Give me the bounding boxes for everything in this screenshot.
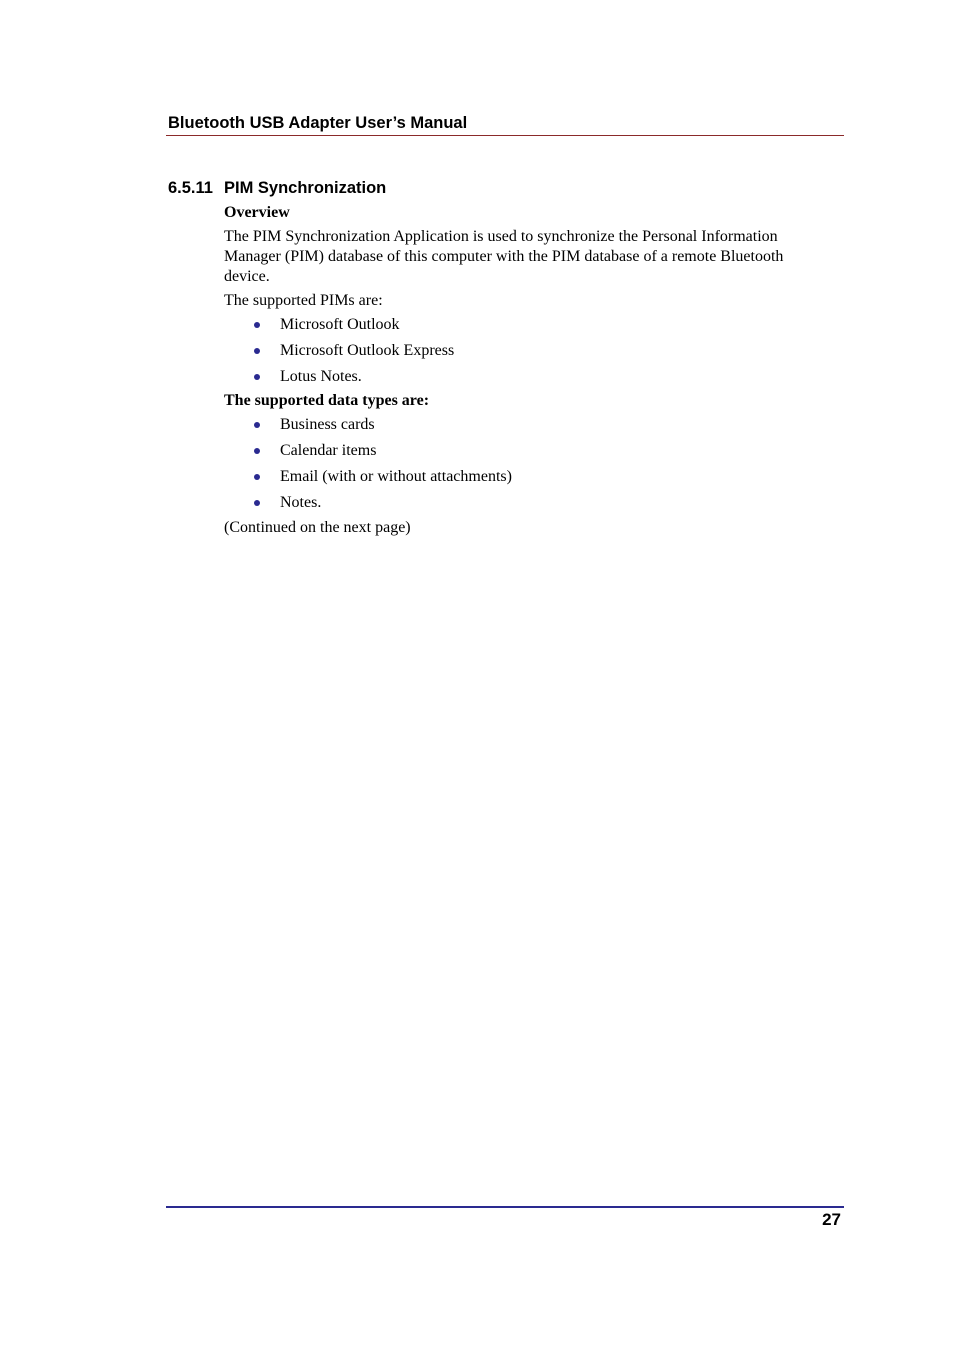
bullet-icon — [254, 448, 260, 454]
page-number: 27 — [822, 1210, 841, 1229]
list-item — [224, 415, 834, 435]
list-item — [224, 441, 834, 461]
running-header-title: Bluetooth USB Adapter User’s Manual — [168, 114, 468, 132]
list-item-text: Microsoft Outlook Express — [280, 342, 455, 359]
data-types-heading: The supported data types are: — [224, 392, 430, 409]
footer-divider — [166, 1206, 844, 1208]
list-item-text: Notes. — [280, 494, 322, 511]
header-divider — [166, 135, 844, 136]
overview-heading: Overview — [224, 204, 290, 221]
bullet-icon — [254, 474, 260, 480]
list-item — [224, 493, 834, 513]
supported-pims-intro: The supported PIMs are: — [224, 292, 383, 309]
bullet-icon — [254, 348, 260, 354]
list-item-text: Business cards — [280, 416, 375, 433]
list-item — [224, 315, 834, 335]
section-body — [224, 203, 834, 542]
supported-data-types-list — [224, 415, 834, 513]
list-item — [224, 467, 834, 487]
list-item-text: Lotus Notes. — [280, 368, 362, 385]
bullet-icon — [254, 422, 260, 428]
list-item-text: Email (with or without attachments) — [280, 468, 512, 485]
section-heading — [168, 178, 386, 198]
list-item-text: Microsoft Outlook — [280, 316, 400, 333]
list-item — [224, 367, 834, 387]
bullet-icon — [254, 374, 260, 380]
section-number: 6.5.11 — [168, 179, 213, 197]
continued-note: (Continued on the next page) — [224, 519, 411, 536]
bullet-icon — [254, 322, 260, 328]
bullet-icon — [254, 500, 260, 506]
list-item-text: Calendar items — [280, 442, 377, 459]
supported-pims-list — [224, 315, 834, 387]
list-item — [224, 341, 834, 361]
overview-paragraph: The PIM Synchronization Application is used to synchronize the Personal Information Manager (PIM) database of this computer with the PIM database of a remote Bluetooth device. — [224, 228, 784, 285]
section-title: PIM Synchronization — [224, 179, 387, 197]
